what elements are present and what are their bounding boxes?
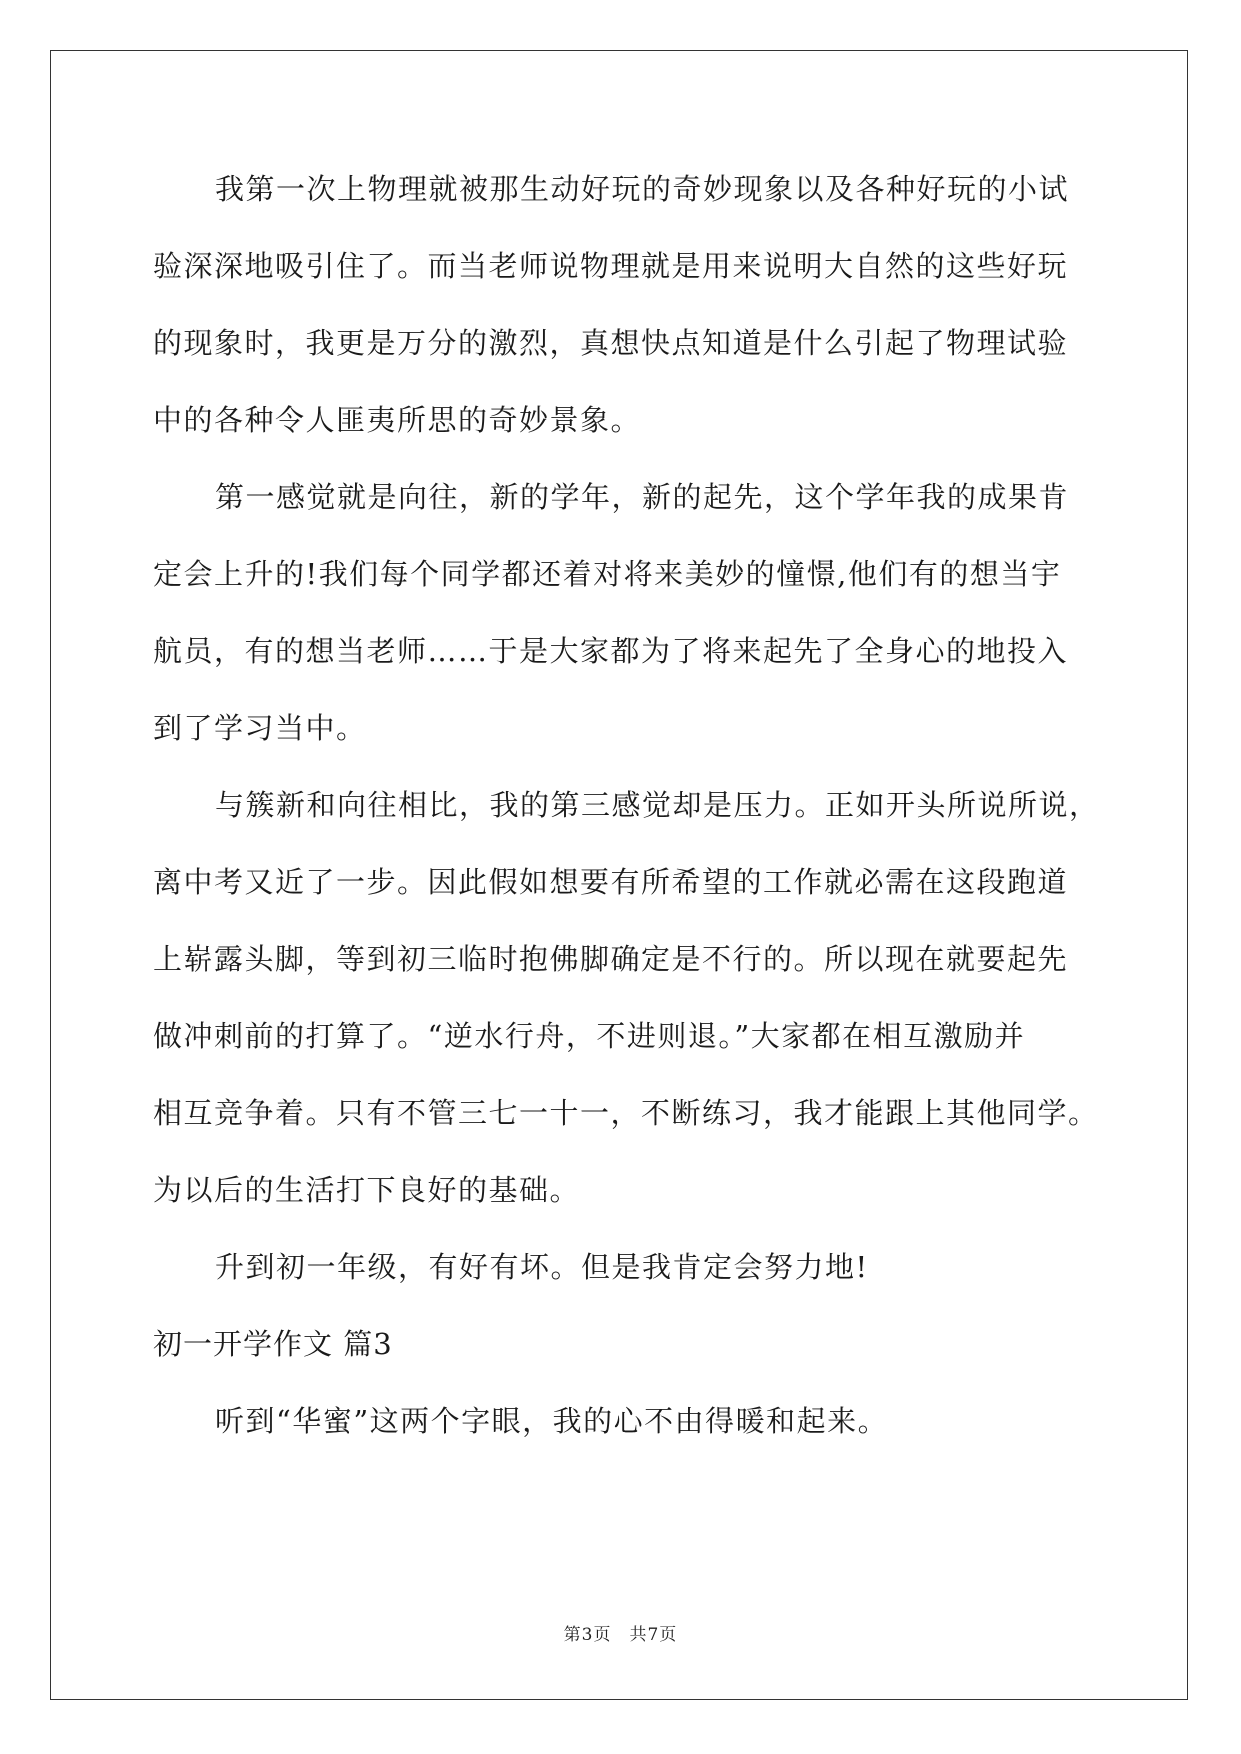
page-number-footer: 第3页 共7页 <box>563 1625 678 1645</box>
paragraph-line: 相互竞争着。只有不管三七一十一，不断练习，我才能跟上其他同学。 <box>153 1096 1099 1130</box>
paragraph-line: 第一感觉就是向往，新的学年，新的起先，这个学年我的成果肯 <box>215 480 1070 514</box>
paragraph-line: 验深深地吸引住了。而当老师说物理就是用来说明大自然的这些好玩 <box>153 249 1069 283</box>
paragraph-line: 航员，有的想当老师……于是大家都为了将来起先了全身心的地投入 <box>153 634 1069 668</box>
document-body <box>153 164 1100 1473</box>
paragraph-line: 与簇新和向往相比，我的第三感觉却是压力。正如开头所说所说， <box>215 788 1100 822</box>
paragraph-line: 做冲刺前的打算了。“逆水行舟，不进则退。”大家都在相互激励并 <box>153 1019 1026 1053</box>
paragraph-line: 上崭露头脚，等到初三临时抱佛脚确定是不行的。所以现在就要起先 <box>153 942 1069 976</box>
paragraph-line: 中的各种令人匪夷所思的奇妙景象。 <box>153 403 642 437</box>
paragraph-line: 升到初一年级，有好有坏。但是我肯定会努力地! <box>215 1250 869 1284</box>
paragraph-line: 我第一次上物理就被那生动好玩的奇妙现象以及各种好玩的小试 <box>215 172 1070 206</box>
paragraph-line: 定会上升的!我们每个同学都还着对将来美妙的憧憬,他们有的想当宇 <box>153 557 1062 591</box>
paragraph-line: 听到“华蜜”这两个字眼，我的心不由得暖和起来。 <box>215 1404 889 1438</box>
section-title: 初一开学作文 篇3 <box>153 1327 393 1361</box>
paragraph-line: 到了学习当中。 <box>153 711 367 745</box>
paragraph-line: 离中考又近了一步。因此假如想要有所希望的工作就必需在这段跑道 <box>153 865 1069 899</box>
paragraph-line: 的现象时，我更是万分的激烈，真想快点知道是什么引起了物理试验 <box>153 326 1069 360</box>
paragraph-line: 为以后的生活打下良好的基础。 <box>153 1173 581 1207</box>
